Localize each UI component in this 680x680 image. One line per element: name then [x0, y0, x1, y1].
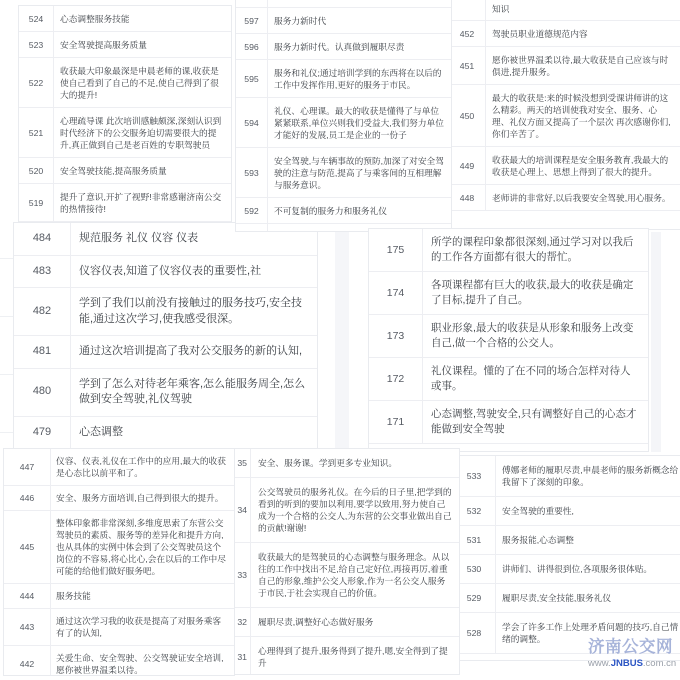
- row-number: 449: [449, 147, 486, 184]
- table-row: [449, 147, 680, 185]
- row-text: 安全驾驶的重要性,: [502, 506, 574, 516]
- row-number: 479: [14, 417, 71, 449]
- row-text: 安全、服务课。学到更多专业知识。: [258, 458, 397, 468]
- row-number: 446: [4, 486, 51, 510]
- table-row: [453, 456, 680, 497]
- row-number: 594: [236, 98, 268, 147]
- row-text: 服务力新时代: [274, 15, 327, 26]
- row-text: 服务技能: [56, 591, 91, 601]
- row-number: 597: [236, 8, 268, 33]
- row-number: 522: [19, 58, 54, 107]
- feedback-table-175-171: [368, 228, 649, 452]
- table-row: [14, 256, 317, 289]
- row-number: 480: [14, 369, 71, 416]
- row-text: 安全驾驶技能,提高服务质量: [60, 165, 167, 176]
- row-number: 592: [236, 198, 268, 223]
- row-text: 各项课程都有巨大的收获,最大的收获是确定了目标,提升了自己。: [431, 279, 634, 306]
- row-text: 知识: [492, 4, 510, 14]
- table-row: [236, 60, 451, 98]
- table-row: [449, 21, 680, 47]
- row-text: 傅娜老师的履职尽责,申晨老师的服务新概念给我留下了深刻的印象。: [502, 465, 679, 487]
- table-row: [19, 58, 231, 108]
- watermark-site-name: 济南公交网: [588, 638, 673, 656]
- table-row: [216, 449, 459, 478]
- row-text: 礼仪、心理课。最大的收获是懂得了与单位紧紧联系,单位兴则我们受益大,我们努力单位才能好的发展,员工是企业的一份子: [274, 105, 444, 140]
- row-text: 讲师们、讲得很到位,各项服务很体贴。: [502, 564, 653, 574]
- feedback-table-452-448: [448, 0, 680, 230]
- underlay-row-line: [0, 374, 13, 375]
- feedback-table-524-518: [18, 5, 232, 224]
- row-number: 172: [369, 358, 423, 400]
- row-number: 447: [4, 449, 51, 485]
- row-text: 愿你被世界温柔以待,最大收获是自己应该与时俱进,提升服务。: [492, 54, 669, 77]
- row-text: 仪容、仪表,礼仪在工作中的应用,最大的收获是心态比以前平和了。: [56, 456, 226, 478]
- row-text: 履职尽责,安全技能,服务礼仪: [502, 593, 612, 603]
- row-text: 服务报能,心态调整: [502, 535, 574, 545]
- row-number: 451: [449, 47, 486, 84]
- table-row: [453, 555, 680, 584]
- row-text: 整体印象都非常深刻,多维度思索了东营公交驾驶员的素质、服务等的差异化和提升方向,也从具体的实例中体会到了公交驾驶员这个岗位的不容易,将心比心,会在以后的工作中尽可能的给他们做好服务吧。: [56, 518, 226, 576]
- row-text: 不可复制的服务力和服务礼仪: [274, 205, 387, 216]
- row-text: 心理疏导课 此次培训感触颇深,深刻认识到时代经济下的公交服务迫切需要很大的提升,真正做到自己是老百姓的专职驾驶员: [60, 115, 222, 150]
- table-row: [4, 646, 234, 676]
- row-text: 礼仪课程。懂的了在不同的场合怎样对待人或事。: [431, 365, 631, 392]
- row-number: 595: [236, 60, 268, 97]
- row-text: 收获最大的培训课程是安全服务教育,我最大的收获是心理上、思想上得到了很大的提升。: [492, 154, 669, 177]
- table-row: [4, 511, 234, 584]
- row-text: 学到了我们以前没有接触过的服务技巧,安全技能,通过这次学习,使我感受很深。: [79, 297, 303, 325]
- table-row: [369, 358, 648, 401]
- watermark-url-suffix: .com.cn: [642, 658, 677, 669]
- row-number: 32: [216, 608, 251, 636]
- row-number: 524: [19, 6, 54, 31]
- table-row: [19, 184, 231, 222]
- table-row: [19, 6, 231, 32]
- underlay-row-line: [0, 432, 13, 433]
- row-number: 521: [19, 108, 54, 157]
- row-text: 提升了意识,开扩了视野!非常感谢济南公交的热情接待!: [60, 191, 222, 214]
- row-text: 服务和礼仪;通过培训学到的东西将在以后的工作中发挥作用,更好的服务于市民。: [274, 67, 442, 90]
- row-text: 学到了怎么对待老年乘客,怎么能服务周全,怎么做到安全驾驶,礼仪驾驶: [79, 377, 306, 405]
- row-number: 442: [4, 646, 51, 676]
- underlay-gutter-band: [651, 232, 661, 452]
- row-number: 532: [453, 497, 496, 525]
- row-number: [449, 0, 486, 20]
- table-row: [19, 32, 231, 58]
- table-row: [453, 526, 680, 555]
- row-number: 171: [369, 401, 423, 443]
- table-row: [19, 108, 231, 158]
- row-text: 老师讲的非常好,以后我要安全驾驶,用心服务。: [492, 192, 671, 203]
- table-row: [369, 315, 648, 358]
- feedback-table-484-479: [13, 222, 318, 452]
- row-text: 仪容仪表,知道了仪容仪表的重要性,社: [79, 264, 262, 277]
- table-row: [453, 613, 680, 654]
- feedback-table-447-442: [3, 448, 235, 676]
- row-number: 444: [4, 584, 51, 608]
- table-row: [453, 584, 680, 613]
- table-row: [236, 34, 451, 60]
- row-number: 482: [14, 288, 71, 335]
- table-row: [19, 158, 231, 184]
- row-number: 520: [19, 158, 54, 183]
- table-row: [4, 609, 234, 646]
- table-row: [369, 272, 648, 315]
- row-text: 心态调整: [79, 425, 123, 438]
- row-number: 519: [19, 184, 54, 221]
- row-text: 职业形象,最大的收获是从形象和服务上改变自己,做一个合格的公交人。: [431, 322, 634, 349]
- table-row: [14, 288, 317, 336]
- row-number: 175: [369, 229, 423, 271]
- table-row: [216, 478, 459, 543]
- row-text: 安全、服务方面培训,自己得到很大的提升。: [56, 493, 224, 503]
- row-number: 445: [4, 511, 51, 583]
- table-row: [14, 336, 317, 369]
- row-number: 484: [14, 223, 71, 255]
- table-row: [236, 198, 451, 224]
- row-number: 529: [453, 584, 496, 612]
- feedback-table-533-528: [452, 455, 680, 661]
- row-text: 规范服务 礼仪 仪容 仪表: [79, 232, 199, 244]
- row-number: 448: [449, 185, 486, 210]
- table-row: [449, 185, 680, 211]
- row-text: 心理得到了提升,服务得到了提升,嗯,安全得到了提升: [258, 646, 448, 668]
- row-text: 收获最大印象最深是申晨老师的课,收获是使自己看到了自己的不足,使自己得到了很大的提升!: [60, 65, 219, 100]
- table-row: [216, 543, 459, 608]
- row-text: 心态调整服务技能: [60, 13, 130, 24]
- table-row: [4, 486, 234, 511]
- table-row: [4, 584, 234, 609]
- table-row: [236, 148, 451, 198]
- row-number: 31: [216, 637, 251, 675]
- row-number: 531: [453, 526, 496, 554]
- row-text: 履职尽责,调整好心态做好服务: [258, 617, 374, 627]
- row-number: 174: [369, 272, 423, 314]
- row-text: 公交驾驶员的服务礼仪。在今后的日子里,把学到的看到的听到的要加以利用,要学以致用,努力使自己成为一个合格的公交人,为东营的公交事业做出自己的贡献!谢谢!: [258, 487, 452, 533]
- table-row: [449, 47, 680, 85]
- row-text: 最大的收获是:来的时候没想到受课讲师讲的这么精彩。两天的培训使我对安全、服务、心理、礼仪方面又提高了一个层次 再次感谢你们,你们辛苦了。: [492, 92, 671, 139]
- row-text: 通过这次学习我的收获是提高了对服务乘客有了的认知,: [56, 616, 222, 638]
- row-text: 安全驾驶提高服务质量: [60, 39, 147, 50]
- row-text: 安全驾驶,与车辆事故的预防,加深了对安全驾驶的注意与防范,提高了与乘客间的互相理解与服务意识。: [274, 155, 444, 190]
- row-number: [236, 224, 268, 232]
- row-text: 驾驶员职业道德规范内容: [492, 28, 588, 39]
- underlay-gutter-band: [335, 226, 349, 452]
- row-number: 443: [4, 609, 51, 645]
- row-number: 173: [369, 315, 423, 357]
- table-row: [216, 608, 459, 637]
- row-number: 530: [453, 555, 496, 583]
- underlay-row-line: [0, 258, 13, 259]
- row-number: 528: [453, 613, 496, 653]
- feedback-table-35-31: [215, 448, 460, 675]
- table-row: [236, 98, 451, 148]
- row-number: [236, 0, 268, 7]
- watermark-url-brand: JNBUS: [610, 658, 643, 669]
- watermark-url-prefix: www.: [588, 658, 611, 669]
- table-row: [369, 229, 648, 272]
- row-number: 34: [216, 478, 251, 542]
- row-text: 通过这次培训提高了我对公交服务的新的认知,: [79, 345, 303, 357]
- row-number: 483: [14, 256, 71, 288]
- row-number: 533: [453, 456, 496, 496]
- row-text: 心态调整,驾驶安全,只有调整好自己的心态才能做到安全驾驶: [431, 408, 637, 435]
- row-number: 450: [449, 85, 486, 146]
- row-number: 481: [14, 336, 71, 368]
- table-row: [453, 497, 680, 526]
- table-row: [14, 417, 317, 450]
- row-number: 593: [236, 148, 268, 197]
- row-number: 35: [216, 449, 251, 477]
- table-row: [4, 449, 234, 486]
- table-row: [216, 637, 459, 675]
- row-text: 收获最大的是驾驶员的心态调整与服务理念。从以往的工作中找出不足,给自己定好位,再接再厉,着重自己的形象,维护公交人形象,作为一名公交人服务于市民,于社会实现自己的价值。: [258, 552, 450, 598]
- table-row: [14, 369, 317, 417]
- row-text: 服务力新时代。认真做到履职尽责: [274, 41, 405, 52]
- table-row: [236, 8, 451, 34]
- feedback-table-597-591: [235, 0, 452, 232]
- row-number: 523: [19, 32, 54, 57]
- table-row: [369, 401, 648, 444]
- table-row: [449, 0, 680, 21]
- row-number: 596: [236, 34, 268, 59]
- row-text: 学会了许多工作上处理矛盾问题的技巧,自己情绪的调整。: [502, 622, 679, 644]
- underlay-row-line: [0, 316, 13, 317]
- row-text: 所学的课程印象都很深刻,通过学习对以我后的工作各方面都有很大的帮忙。: [431, 236, 634, 263]
- table-row: [449, 85, 680, 147]
- row-number: 452: [449, 21, 486, 46]
- table-row: [236, 0, 451, 8]
- row-number: 33: [216, 543, 251, 607]
- row-text: 关爱生命、安全驾驶、公交驾驶证安全培训,愿你被世界温柔以待。: [56, 653, 224, 675]
